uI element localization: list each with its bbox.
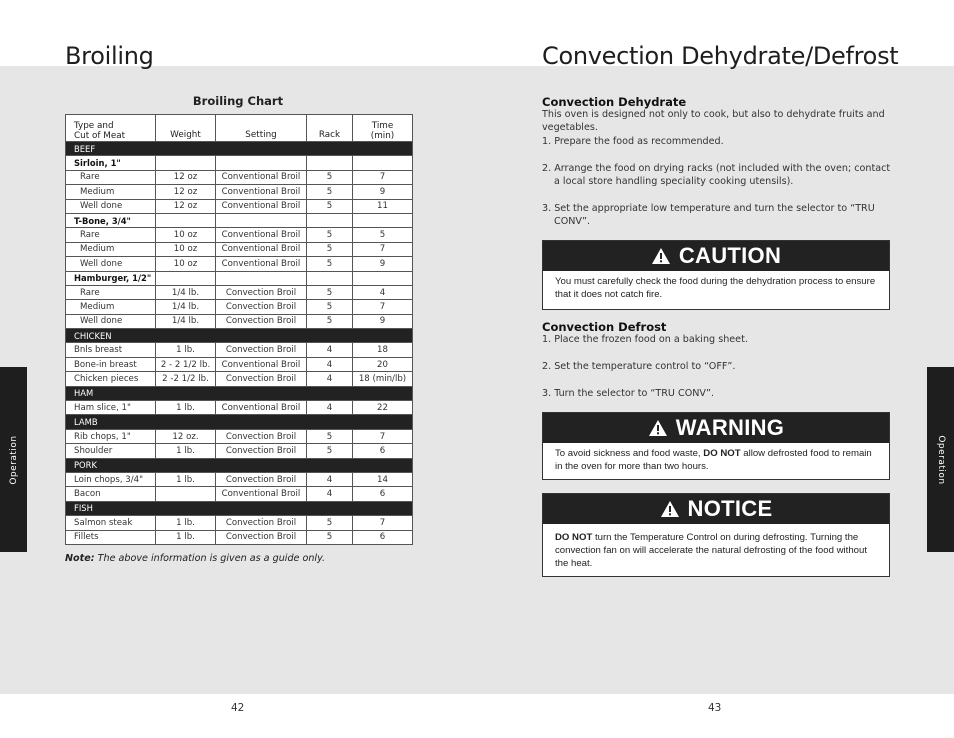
warning-triangle-icon xyxy=(660,500,680,518)
setting-cell: Convection Broil xyxy=(216,429,307,443)
weight-cell: 1 lb. xyxy=(156,444,216,458)
rack-cell: 5 xyxy=(307,429,353,443)
weight-cell: 12 oz xyxy=(156,170,216,184)
table-row xyxy=(66,401,413,415)
cut-group-label: T-Bone, 3/4" xyxy=(66,213,156,227)
rack-cell: 4 xyxy=(307,472,353,486)
empty-cell xyxy=(156,156,216,170)
side-tab-operation-left xyxy=(0,367,27,552)
side-tab-label: Operation xyxy=(935,434,946,485)
setting-cell: Conventional Broil xyxy=(216,228,307,242)
warning-text-emphasis: DO NOT xyxy=(703,448,741,459)
weight-cell: 1 lb. xyxy=(156,472,216,486)
cut-cell: Medium xyxy=(66,185,156,199)
rack-cell: 5 xyxy=(307,170,353,184)
warning-triangle-icon xyxy=(651,247,671,265)
defrost-step-3: 3. Turn the selector to “TRU CONV”. xyxy=(542,387,715,399)
cut-cell: Shoulder xyxy=(66,444,156,458)
page-number-left: 42 xyxy=(231,702,245,714)
empty-cell xyxy=(353,271,413,285)
table-row xyxy=(66,285,413,299)
header-type-cut xyxy=(66,115,156,142)
side-tab-operation-right xyxy=(927,367,954,552)
warning-text-start: To avoid sickness and food waste, xyxy=(555,448,704,459)
weight-cell: 12 oz xyxy=(156,185,216,199)
setting-cell: Convection Broil xyxy=(216,372,307,386)
table-row xyxy=(66,228,413,242)
table-row xyxy=(66,487,413,501)
category-row xyxy=(66,501,413,515)
time-cell: 9 xyxy=(353,257,413,271)
time-cell: 9 xyxy=(353,314,413,328)
setting-cell: Convection Broil xyxy=(216,343,307,357)
weight-cell: 10 oz xyxy=(156,257,216,271)
cut-cell: Ham slice, 1" xyxy=(66,401,156,415)
dehydrate-instructions xyxy=(542,108,892,229)
weight-cell: 1 lb. xyxy=(156,343,216,357)
time-cell: 6 xyxy=(353,530,413,544)
header-time-line2: (min) xyxy=(370,131,395,141)
cut-cell: Loin chops, 3/4" xyxy=(66,472,156,486)
empty-cell xyxy=(156,213,216,227)
header-type-line2: Cut of Meat xyxy=(74,131,126,141)
cut-group-row xyxy=(66,271,413,285)
note-text: The above information is given as a guide only. xyxy=(97,553,326,564)
cut-cell: Well done xyxy=(66,257,156,271)
cut-cell: Well done xyxy=(66,199,156,213)
setting-cell: Conventional Broil xyxy=(216,257,307,271)
cut-cell: Bacon xyxy=(66,487,156,501)
side-tab-label: Operation xyxy=(8,434,19,485)
table-row xyxy=(66,444,413,458)
setting-cell: Conventional Broil xyxy=(216,185,307,199)
warning-box xyxy=(542,412,890,480)
cut-cell: Rare xyxy=(66,228,156,242)
cut-cell: Medium xyxy=(66,300,156,314)
weight-cell: 1 lb. xyxy=(156,516,216,530)
empty-cell xyxy=(216,271,307,285)
rack-cell: 5 xyxy=(307,228,353,242)
rack-cell: 4 xyxy=(307,372,353,386)
category-label: HAM xyxy=(66,386,413,400)
page-title-broiling: Broiling xyxy=(65,42,154,70)
category-label: BEEF xyxy=(66,142,413,156)
table-header-row xyxy=(66,115,413,142)
category-label: PORK xyxy=(66,458,413,472)
setting-cell: Convection Broil xyxy=(216,300,307,314)
broiling-chart-body xyxy=(66,142,413,545)
warning-triangle-icon xyxy=(648,419,668,437)
empty-cell xyxy=(216,156,307,170)
defrost-step-2: 2. Set the temperature control to “OFF”. xyxy=(542,360,736,372)
notice-text-emphasis: DO NOT xyxy=(555,532,593,543)
category-row xyxy=(66,415,413,429)
setting-cell: Conventional Broil xyxy=(216,487,307,501)
weight-cell: 1 lb. xyxy=(156,401,216,415)
table-row xyxy=(66,357,413,371)
rack-cell: 5 xyxy=(307,516,353,530)
page-number-right: 43 xyxy=(708,702,722,714)
cut-cell: Rare xyxy=(66,285,156,299)
setting-cell: Convection Broil xyxy=(216,530,307,544)
empty-cell xyxy=(307,213,353,227)
notice-message xyxy=(543,524,889,574)
notice-label: NOTICE xyxy=(687,496,773,521)
setting-cell: Convection Broil xyxy=(216,444,307,458)
caution-header xyxy=(543,241,889,271)
table-row xyxy=(66,170,413,184)
warning-label: WARNING xyxy=(675,415,785,440)
warning-message xyxy=(543,443,889,477)
header-weight: Weight xyxy=(156,115,216,142)
category-row xyxy=(66,386,413,400)
rack-cell: 4 xyxy=(307,343,353,357)
broiling-chart-table xyxy=(65,114,413,545)
header-time xyxy=(353,115,413,142)
cut-group-label: Hamburger, 1/2" xyxy=(66,271,156,285)
table-row xyxy=(66,300,413,314)
table-row xyxy=(66,257,413,271)
warning-header xyxy=(543,413,889,443)
table-row xyxy=(66,185,413,199)
time-cell: 6 xyxy=(353,487,413,501)
empty-cell xyxy=(307,156,353,170)
caution-message: You must carefully check the food during the dehydration process to ensure that it does not catch fire. xyxy=(555,276,876,300)
weight-cell: 1 lb. xyxy=(156,530,216,544)
caution-box xyxy=(542,240,890,310)
weight-cell: 1/4 lb. xyxy=(156,285,216,299)
setting-cell: Convection Broil xyxy=(216,472,307,486)
dehydrate-step-3: 3. Set the appropriate low temperature and turn the selector to “TRU CONV”. xyxy=(542,202,875,228)
page-title-convection-dehydrate-defrost: Convection Dehydrate/Defrost xyxy=(542,42,899,70)
empty-cell xyxy=(353,156,413,170)
table-row xyxy=(66,516,413,530)
cut-cell: Well done xyxy=(66,314,156,328)
cut-group-row xyxy=(66,213,413,227)
rack-cell: 5 xyxy=(307,257,353,271)
cut-cell: Chicken pieces xyxy=(66,372,156,386)
weight-cell: 12 oz xyxy=(156,199,216,213)
cut-cell: Medium xyxy=(66,242,156,256)
notice-text-end: turn the Temperature Control on during defrosting. Turning the convection fan on will accelerate the natural defrosting of the food without the heat. xyxy=(555,532,867,569)
setting-cell: Conventional Broil xyxy=(216,242,307,256)
empty-cell xyxy=(353,213,413,227)
time-cell: 6 xyxy=(353,444,413,458)
note-label: Note: xyxy=(65,553,95,564)
time-cell: 7 xyxy=(353,429,413,443)
weight-cell: 1/4 lb. xyxy=(156,300,216,314)
weight-cell: 2 - 2 1/2 lb. xyxy=(156,357,216,371)
rack-cell: 4 xyxy=(307,401,353,415)
cut-cell: Salmon steak xyxy=(66,516,156,530)
category-row xyxy=(66,329,413,343)
time-cell: 22 xyxy=(353,401,413,415)
category-label: LAMB xyxy=(66,415,413,429)
category-label: FISH xyxy=(66,501,413,515)
cut-cell: Rare xyxy=(66,170,156,184)
empty-cell xyxy=(307,271,353,285)
setting-cell: Convection Broil xyxy=(216,285,307,299)
empty-cell xyxy=(156,271,216,285)
time-cell: 7 xyxy=(353,516,413,530)
category-label: CHICKEN xyxy=(66,329,413,343)
setting-cell: Conventional Broil xyxy=(216,357,307,371)
time-cell: 7 xyxy=(353,170,413,184)
rack-cell: 5 xyxy=(307,285,353,299)
setting-cell: Convection Broil xyxy=(216,516,307,530)
rack-cell: 5 xyxy=(307,199,353,213)
cut-cell: Bone-in breast xyxy=(66,357,156,371)
time-cell: 14 xyxy=(353,472,413,486)
empty-cell xyxy=(216,213,307,227)
cut-group-label: Sirloin, 1" xyxy=(66,156,156,170)
rack-cell: 5 xyxy=(307,444,353,458)
table-row xyxy=(66,372,413,386)
time-cell: 5 xyxy=(353,228,413,242)
dehydrate-intro: This oven is designed not only to cook, but also to dehydrate fruits and vegetables. xyxy=(542,109,885,134)
rack-cell: 5 xyxy=(307,242,353,256)
weight-cell: 2 -2 1/2 lb. xyxy=(156,372,216,386)
cut-cell: Fillets xyxy=(66,530,156,544)
notice-header xyxy=(543,494,889,524)
rack-cell: 5 xyxy=(307,314,353,328)
weight-cell: 10 oz xyxy=(156,242,216,256)
time-cell: 18 (min/lb) xyxy=(353,372,413,386)
rack-cell: 5 xyxy=(307,300,353,314)
section-heading-dehydrate: Convection Dehydrate xyxy=(542,95,687,109)
rack-cell: 4 xyxy=(307,487,353,501)
cut-cell: Bnls breast xyxy=(66,343,156,357)
setting-cell: Convection Broil xyxy=(216,314,307,328)
category-row xyxy=(66,142,413,156)
header-rack: Rack xyxy=(307,115,353,142)
weight-cell: 1/4 lb. xyxy=(156,314,216,328)
setting-cell: Conventional Broil xyxy=(216,170,307,184)
time-cell: 4 xyxy=(353,285,413,299)
time-cell: 9 xyxy=(353,185,413,199)
defrost-instructions xyxy=(542,333,892,400)
warning-text-end: allow defrosted food to remain in the oven for more than two hours. xyxy=(555,448,872,472)
rack-cell: 5 xyxy=(307,185,353,199)
category-row xyxy=(66,458,413,472)
time-cell: 20 xyxy=(353,357,413,371)
section-heading-defrost: Convection Defrost xyxy=(542,320,667,334)
setting-cell: Conventional Broil xyxy=(216,199,307,213)
defrost-step-1: 1. Place the frozen food on a baking sheet. xyxy=(542,334,748,345)
table-row xyxy=(66,242,413,256)
header-setting: Setting xyxy=(216,115,307,142)
chart-note xyxy=(65,553,325,564)
dehydrate-step-1: 1. Prepare the food as recommended. xyxy=(542,135,724,147)
time-cell: 18 xyxy=(353,343,413,357)
table-row xyxy=(66,343,413,357)
table-row xyxy=(66,429,413,443)
table-row xyxy=(66,472,413,486)
broiling-chart-heading: Broiling Chart xyxy=(192,94,284,108)
table-row xyxy=(66,199,413,213)
time-cell: 7 xyxy=(353,300,413,314)
rack-cell: 4 xyxy=(307,357,353,371)
cut-group-row xyxy=(66,156,413,170)
time-cell: 11 xyxy=(353,199,413,213)
table-row xyxy=(66,530,413,544)
time-cell: 7 xyxy=(353,242,413,256)
weight-cell xyxy=(156,487,216,501)
caution-label: CAUTION xyxy=(678,243,782,268)
table-row xyxy=(66,314,413,328)
rack-cell: 5 xyxy=(307,530,353,544)
dehydrate-step-2: 2. Arrange the food on drying racks (not included with the oven; contact a local store handling speciality cooking utensils). xyxy=(542,162,891,188)
header-time-line1: Time xyxy=(371,121,394,131)
setting-cell: Conventional Broil xyxy=(216,401,307,415)
notice-box xyxy=(542,493,890,577)
cut-cell: Rib chops, 1" xyxy=(66,429,156,443)
header-type-line1: Type and xyxy=(74,121,114,131)
weight-cell: 12 oz. xyxy=(156,429,216,443)
weight-cell: 10 oz xyxy=(156,228,216,242)
